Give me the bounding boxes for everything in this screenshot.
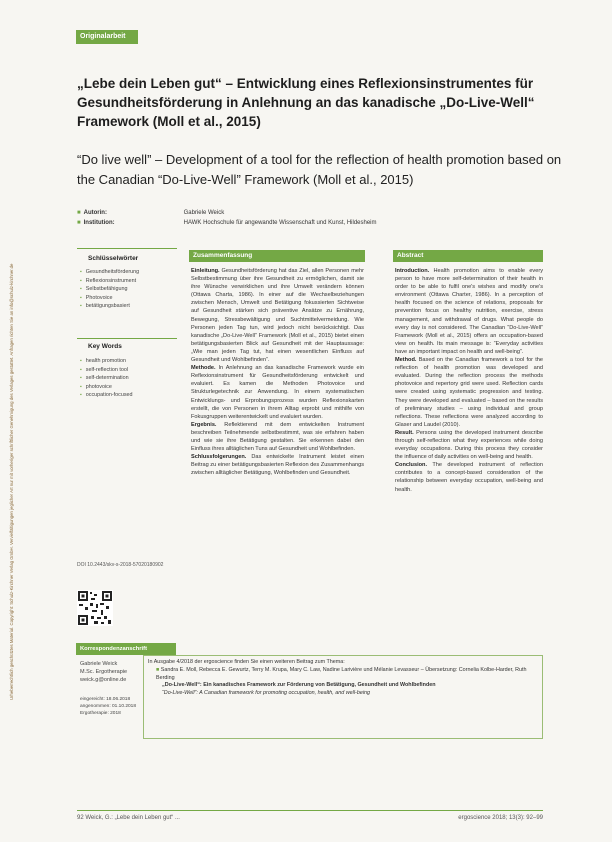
keywords-en-list <box>80 357 133 400</box>
bullet-icon: ■ <box>77 210 81 216</box>
contact-name: Gabriele Weick <box>80 661 118 667</box>
abstract-paragraph <box>395 429 543 461</box>
related-authors-text: Sandra E. Moll, Rebecca E. Gewurtz, Terry M. Krupa, Mary C. Law, Nadine Larivière und Mélanie Levasseur – Übersetzung: Cornelia Kolbe-Harder, Ruth Berding <box>156 666 527 681</box>
paragraph-text: Health promotion aims to enable every person to have more self-determination of their health in order to be able to fulfil one's wishes and modify one's environment (Ottawa Charter, 1986). In a perception of health focused on the science of relations, proposals for prevention focus on healthy nutrition, exercise, stress management, and withdrawal of drugs. What people do every day is not considered. The Canadian “Do-Live-Well” Framework (Moll et al., 2015) offers an occupation-based view on health. Its main message is: “Everyday activities have an important impact on health and well-being”. <box>395 268 543 355</box>
abstract-paragraph <box>395 461 543 493</box>
related-article-box <box>143 655 543 739</box>
contact-date-line: eingereicht: 18.06.2018 <box>80 697 131 702</box>
paragraph-lead: Methode. <box>191 365 216 372</box>
keywords-en-heading: Key Words <box>88 343 122 350</box>
abstract-paragraph <box>395 356 543 429</box>
contact-date-line: Ergotherapie: 2018 <box>80 711 121 716</box>
title-german: „Lebe dein Leben gut“ – Entwicklung eines Reflexionsinstrumentes für Gesundheitsförderung in Anlehnung an das kanadische „Do-Live-Well“ Framework (Moll et al., 2015) <box>77 76 535 129</box>
keyword-item: ▪ occupation-focused <box>80 391 133 400</box>
keyword-item: ▪ self-determination <box>80 374 133 383</box>
contact-block <box>80 660 127 684</box>
paragraph-text: Persons using the developed instrument describe through self-reflection what they experiences while doing everyday occupations. During this process they consider the influence of daily activities on well-being and health. <box>395 429 543 461</box>
paragraph-lead: Schlussfolgerungen. <box>191 454 247 461</box>
paragraph-lead: Introduction. <box>395 268 430 274</box>
related-authors <box>148 667 538 683</box>
footer-left: 92 Weick, G.: „Lebe dein Leben gut“ ... <box>77 815 180 821</box>
keywords-de-heading: Schlüsselwörter <box>88 255 139 262</box>
summary-paragraph <box>191 453 364 477</box>
section-tag: Originalarbeit <box>76 30 138 44</box>
footer-rule <box>77 810 543 811</box>
author-label: Autorin: <box>83 210 107 216</box>
paragraph-lead: Result. <box>395 429 414 436</box>
footer-right: ergoscience 2018; 13(3): 92–99 <box>458 815 543 821</box>
paragraph-text: Reflektierend mit dem entwickelten Instrument beschreiben Teilnehmende selbstbestimmt, was sie erfahren haben und wie sie ihre Betätigung gestalten. Sie erkennen dabei den Einfluss ihres alltäglichen Tuns auf Gesundheit und Wohlbefinden. <box>191 421 364 453</box>
paragraph-text: Gesundheitsförderung hat das Ziel, allen Personen mehr Selbstbestimmung über ihre Gesundheit zu ermöglichen, damit sie ihre Wünsche verwirklichen und ihre Umwelt verändern können (Ottawa Charta, 1986). In einer auf die Wechselbeziehungen zwischen Mensch, Umwelt und Betätigung fokussierten Sichtweise auf Gesundheit stärken sich präventive Ansätze zu Ernährung, Bewegung, Stressbewältigung und Suchtmittelvermeidung. Wie Personen jeden Tag tun, wird jedoch nicht berücksichtigt. Das kanadische „Do-Live-Well“ Framework (Moll et al., 2015) bietet einen betätigungsbasierten Blick auf Gesundheit mit der Hauptaussage: „Wie man jeden Tag tut, hat einen wesentlichen Einfluss auf Gesundheit und Wohlbefinden“. <box>191 268 364 364</box>
vertical-copyright-text: Urheberrechtlich geschütztes Material. Copyright: Schulz-Kirchner Verlag GmbH. Vervielfältigungen jeglicher Art nur mit vorheriger schriftlicher Genehmigung des Verlages gestattet. Anfragen richten Sie an info@schulz-kirchner.de <box>9 263 14 700</box>
related-intro: In Ausgabe 4/2018 der ergoscience finden Sie einen weiteren Beitrag zum Thema: <box>148 659 345 665</box>
abstract-heading: Abstract <box>393 250 543 262</box>
contact-dates <box>80 696 136 717</box>
institution-label: Institution: <box>83 220 115 226</box>
keywords-de-list <box>80 268 139 311</box>
qr-code-icon <box>77 590 113 626</box>
paragraph-lead: Einleitung. <box>191 268 220 274</box>
author-row <box>77 210 224 216</box>
sidebar-rule <box>77 248 177 249</box>
contact-heading: Korrespondenzanschrift <box>76 643 176 655</box>
related-title: „Do-Live-Well“: Ein kanadisches Framework zur Förderung von Betätigung, Gesundheit und Wohlbefinden <box>162 682 436 689</box>
vertical-copyright-note <box>7 60 15 700</box>
related-subtitle: “Do-Live-Well”: A Canadian framework for promoting occupation, health, and well-being <box>162 690 371 697</box>
keyword-item: ▪ Gesundheitsförderung <box>80 268 139 277</box>
keyword-item: ▪ Photovoice <box>80 294 139 303</box>
doi-text: DOI 10.2443/skv-s-2018-57020180902 <box>77 562 164 568</box>
vertical-copyright-svg <box>7 60 15 700</box>
keyword-item: ▪ Reflexionsinstrument <box>80 277 139 286</box>
keyword-item: ▪ health promotion <box>80 357 133 366</box>
keyword-item: ▪ self-reflection tool <box>80 366 133 375</box>
contact-date-line: angenommen: 01.10.2018 <box>80 704 137 709</box>
summary-body <box>191 267 364 477</box>
abstract-body <box>395 267 543 494</box>
summary-paragraph <box>191 421 364 453</box>
keyword-item: ▪ Selbstbefähigung <box>80 285 139 294</box>
paragraph-lead: Conclusion. <box>395 462 428 469</box>
paragraph-lead: Ergebnis. <box>191 421 217 428</box>
abstract-paragraph <box>395 267 543 356</box>
keyword-item: ▪ photovoice <box>80 383 133 392</box>
author-value: Gabriele Weick <box>183 210 225 216</box>
institution-value: HAWK Hochschule für angewandte Wissenschaft und Kunst, Hildesheim <box>183 220 377 226</box>
paragraph-text: The developed instrument of reflection contributes to a concept-based consideration of the relationship between everyday occupation, well-being and health. <box>395 462 543 493</box>
summary-paragraph <box>191 364 364 421</box>
summary-paragraph <box>191 267 364 364</box>
bullet-icon: ■ <box>77 220 81 226</box>
institution-row <box>77 220 377 226</box>
sidebar-rule <box>77 338 177 339</box>
paragraph-text: Das entwickelte Instrument leistet einen Beitrag zu einer betätigungsbasierten Reflexion des Zusammenhangs zwischen alltäglicher Betätigung, Wohlbefinden und Gesundheit. <box>191 454 364 477</box>
paragraph-lead: Method. <box>395 357 417 364</box>
qr-code-svg <box>77 590 113 626</box>
summary-heading: Zusammenfassung <box>189 250 365 262</box>
contact-email: weick.g@online.de <box>80 677 127 683</box>
keyword-item: ▪ betätigungsbasiert <box>80 302 139 311</box>
contact-degree: M.Sc. Ergotherapie <box>80 669 128 675</box>
paragraph-text: Based on the Canadian framework a tool for the reflection of health promotion was developed and evaluated. During the reflection process the methods photovoice and repertory grid were used. Reflection cards were created using systematic progression and testing. They were developed and evaluated – based on the results of preliminary studies – using individual and group reflections. These reflections were analyzed according to Glaser and Laudel (2010). <box>395 357 543 428</box>
bullet-icon: ■ <box>156 666 161 673</box>
title-english: “Do live well” – Development of a tool for the reflection of health promotion based on the Canadian “Do-Live-Well” Framework (Moll et al., 2015) <box>77 152 562 187</box>
paragraph-text: In Anlehnung an das kanadische Framework wurde ein Reflexionsinstrument für Gesundheitsförderung entwickelt und evaluiert. Es kamen die Methoden Photovoice und Strukturlegetechnik zur Anwendung. In einem systematischen Entwicklungs- und Erprobungsprozess wurden Reflexionskarten erstellt, die von Personen in ihrem Alltag erprobt und mithilfe von Fokusgruppen weiterentwickelt und evaluiert wurden. <box>191 365 364 420</box>
